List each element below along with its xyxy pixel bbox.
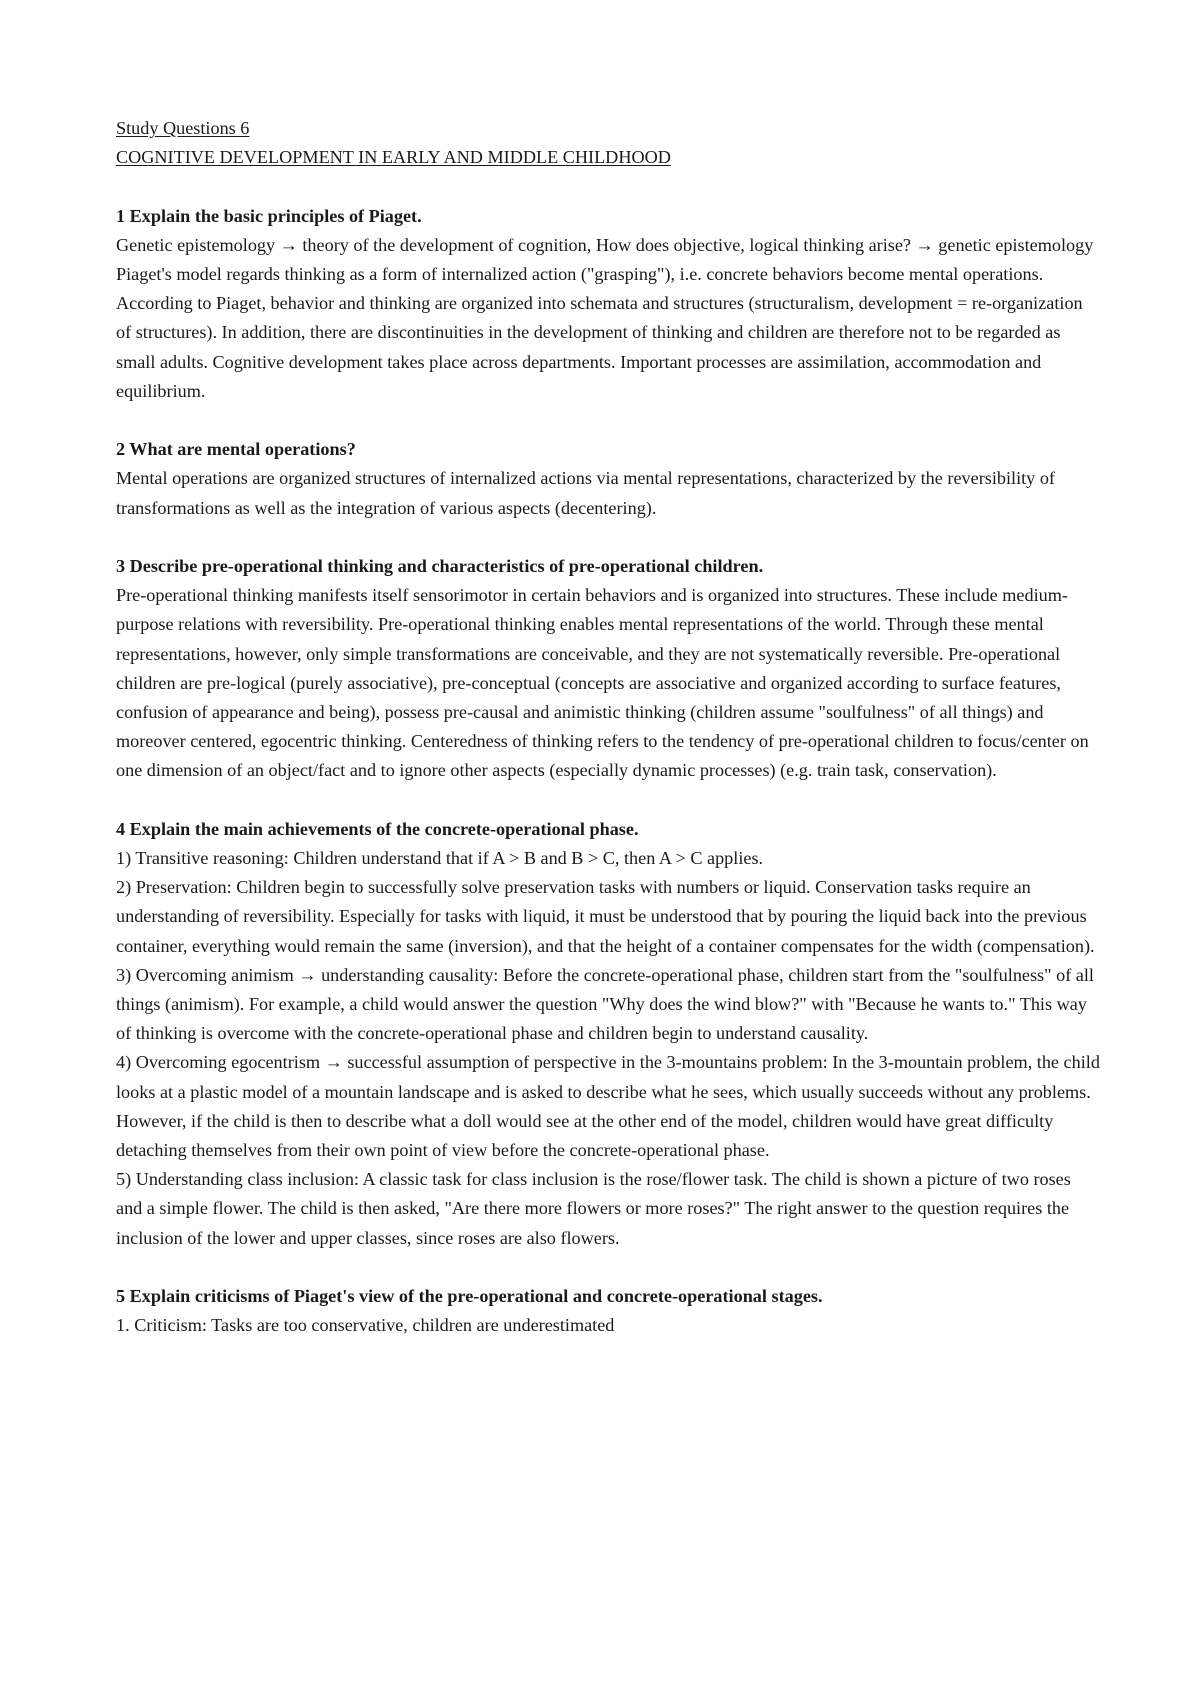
question-heading: 4 Explain the main achievements of the concrete-operational phase. [116,818,639,839]
achievement-item: 2) Preservation: Children begin to successfully solve preservation tasks with numbers or liquid. Conservation tasks require an understanding of reversibility. Especially for tasks with liquid, it must be understood that by pouring the liquid back into the previous container, everything would remain the same (inversion), and that the height of a container compensates for the width (compensation). [116,877,1095,956]
question-heading: 5 Explain criticisms of Piaget's view of the pre-operational and concrete-operational stages. [116,1286,823,1307]
section-1 [116,202,1101,406]
question-heading: 1 Explain the basic principles of Piaget. [116,205,422,226]
section-5 [116,1282,1101,1340]
answer-paragraph: Pre-operational thinking manifests itself sensorimotor in certain behaviors and is organized into structures. These include medium-purpose relations with reversibility. Pre-operational thinking enables mental representations of the world. Through these mental representations, however, only simple transformations are conceivable, and they are not systematically reversible. Pre-operational children are pre-logical (purely associative), pre-conceptual (concepts are associative and organized according to surface features, confusion of appearance and being), possess pre-causal and animistic thinking (children assume "soulfulness" of all things) and moreover centered, egocentric thinking. Centeredness of thinking refers to the tendency of pre-operational children to focus/center on one dimension of an object/fact and to ignore other aspects (especially dynamic processes) (e.g. train task, conservation). [116,585,1089,781]
answer-paragraph: Genetic epistemology → theory of the development of cognition, How does objective, logical thinking arise? → genetic epistemology [116,234,1094,255]
section-2 [116,435,1101,523]
answer-paragraph: 1. Criticism: Tasks are too conservative, children are underestimated [116,1315,615,1336]
achievement-item: 5) Understanding class inclusion: A classic task for class inclusion is the rose/flower task. The child is shown a picture of two roses and a simple flower. The child is then asked, "Are there more flowers or more roses?" The right answer to the question requires the inclusion of the lower and upper classes, since roses are also flowers. [116,1169,1071,1248]
question-heading: 3 Describe pre-operational thinking and characteristics of pre-operational children. [116,556,764,576]
achievement-item: 3) Overcoming animism → understanding causality: Before the concrete-operational phase, children start from the "soulfulness" of all things (animism). For example, a child would answer the question "Why does the wind blow?" with "Because he wants to." This way of thinking is overcome with the concrete-operational phase and children begin to understand causality. [116,964,1094,1044]
answer-paragraph: Mental operations are organized structures of internalized actions via mental representations, characterized by the reversibility of transformations as well as the integration of various aspects (decentering). [116,468,1055,518]
question-heading: 2 What are mental operations? [116,439,356,460]
achievement-item: 1) Transitive reasoning: Children understand that if A > B and B > C, then A > C applies. [116,848,764,869]
document-subtitle: COGNITIVE DEVELOPMENT IN EARLY AND MIDDLE CHILDHOOD [116,147,671,168]
answer-paragraph: Piaget's model regards thinking as a form of internalized action ("grasping"), i.e. concrete behaviors become mental operations. According to Piaget, behavior and thinking are organized into schemata and structures (structuralism, development = re-organization of structures). In addition, there are discontinuities in the development of thinking and children are therefore not to be regarded as small adults. Cognitive development takes place across departments. Important processes are assimilation, accommodation and equilibrium. [116,264,1083,401]
document-page [116,114,1101,1340]
section-4 [116,815,1101,1253]
document-title: Study Questions 6 [116,118,250,138]
section-3 [116,552,1101,786]
achievement-item: 4) Overcoming egocentrism → successful assumption of perspective in the 3-mountains problem: In the 3-mountain problem, the child looks at a plastic model of a mountain landscape and is asked to describe what he sees, which usually succeeds without any problems. However, if the child is then to describe what a doll would see at the other end of the model, children would have great difficulty detaching themselves from their own point of view before the concrete-operational phase. [116,1052,1100,1161]
